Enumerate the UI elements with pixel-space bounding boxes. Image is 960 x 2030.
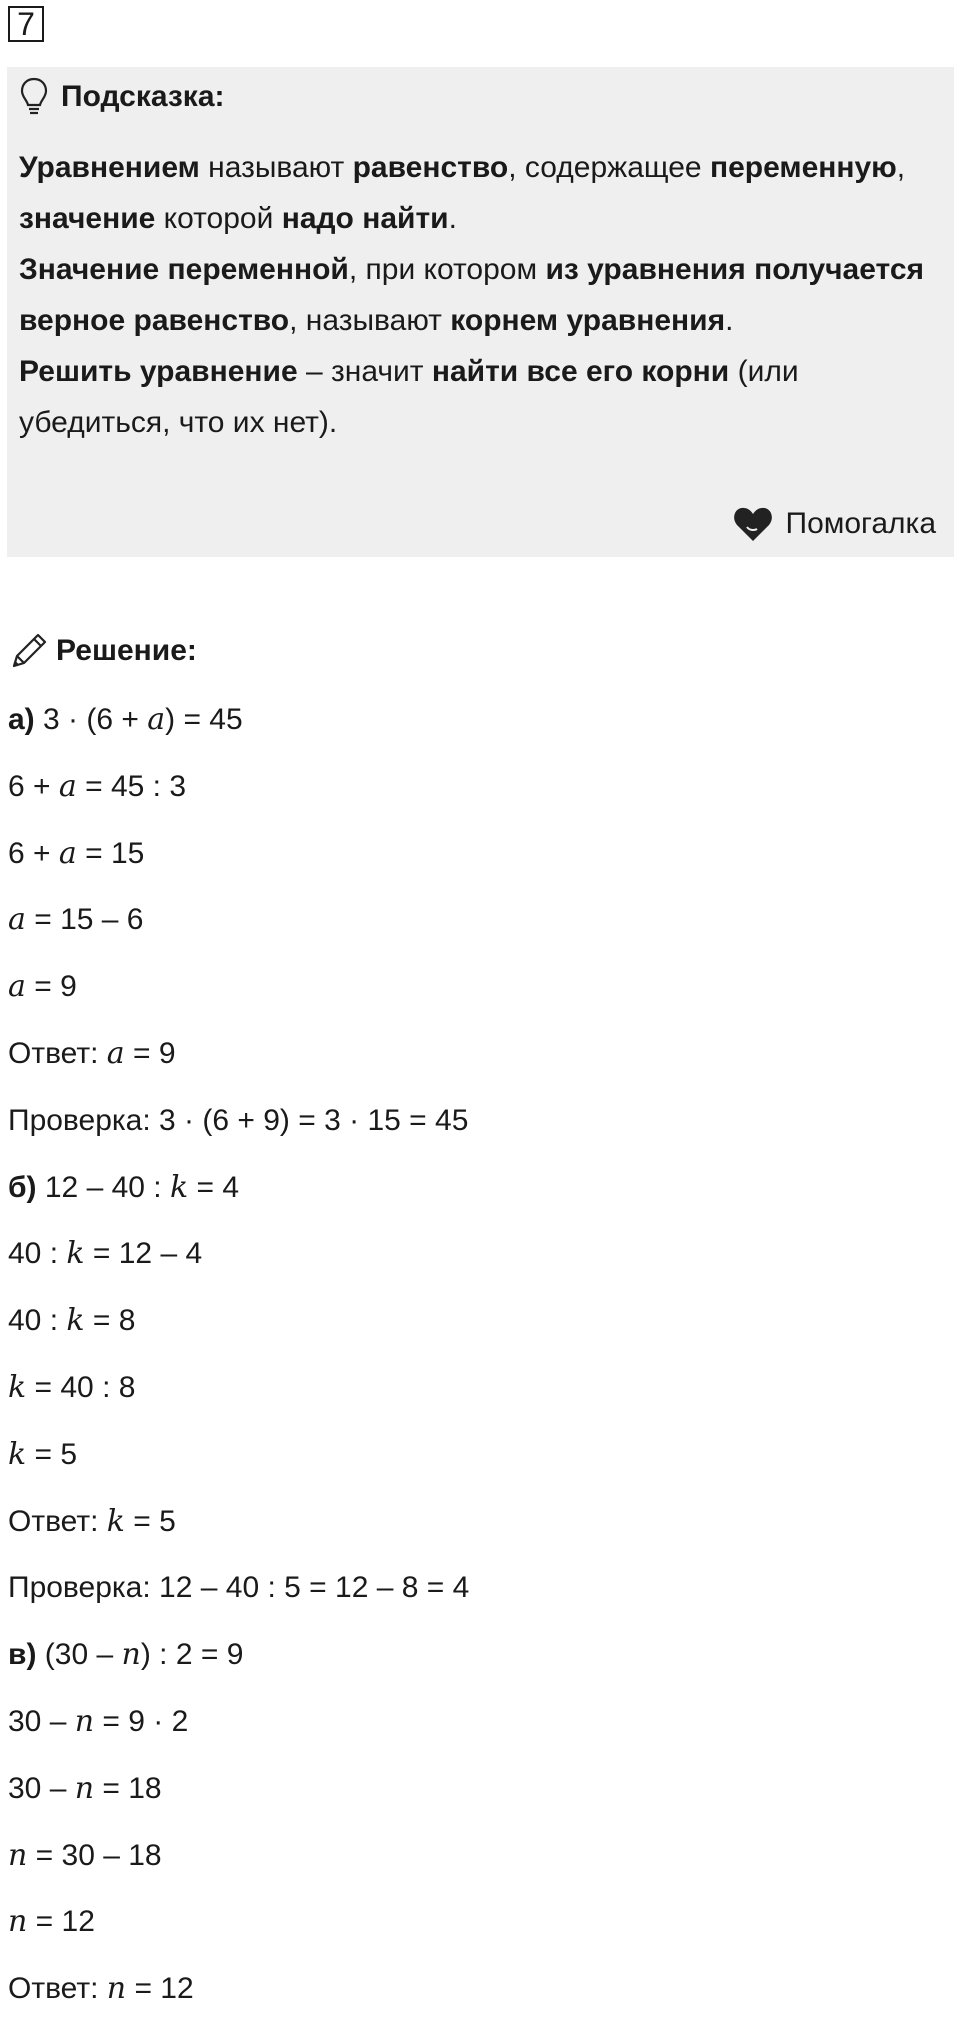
text-run: Проверка: 12 – 40 : 5 = 12 – 8 = 4 [8,1571,470,1605]
bold-text: корнем уравнения [450,304,726,337]
variable: a [58,768,77,804]
helper-credit [732,499,937,549]
bold-text: надо найти [281,202,449,235]
text-run: . [725,304,734,337]
variable: a [106,1035,125,1071]
text-run: , при котором [348,253,546,286]
solution-line [8,694,948,761]
solution-line [8,1696,948,1763]
heart-icon [732,505,774,543]
text-run: 40 : [8,1237,67,1271]
bold-text: Значение переменной [19,253,349,286]
solution-title: Решение: [56,634,197,667]
variable: a [8,969,26,1005]
text-run: = 30 – 18 [27,1838,162,1872]
bold-text: Решить уравнение [19,355,298,388]
bold-text: найти все его корни [431,355,730,388]
variable: n [8,1837,28,1873]
text-run: = 45 : 3 [76,769,187,803]
text-run: , [896,151,906,184]
bold-text: из уравнения получается верное равенство [19,253,925,337]
solution-line [8,894,948,961]
solution-header [8,627,197,675]
variable: n [8,1904,28,1940]
solution-line [8,1295,948,1362]
bold-text: значение [19,202,156,235]
text-run: = 9 · 2 [94,1704,189,1738]
bold-text: б) [8,1170,37,1204]
solution-line [8,1830,948,1897]
solution-line [8,1362,948,1429]
text-run: , содержащее [508,151,710,184]
variable: n [74,1770,95,1806]
text-run: (или убедиться, что их нет). [19,355,799,439]
hint-paragraph [19,142,939,244]
bold-text: а) [8,703,35,736]
solution-line [8,961,948,1028]
solution-line [8,1763,948,1830]
text-run: = 15 [76,836,145,870]
text-run: = 18 [94,1771,162,1805]
solution-line [8,1095,948,1162]
text-run: 6 + [8,769,59,803]
variable: n [106,1971,127,2007]
solution-line [8,1963,948,2030]
text-run: 12 – 40 : [36,1170,170,1204]
text-run: 30 – [8,1771,75,1805]
text-run: = 8 [84,1304,136,1338]
hint-box [7,67,954,557]
variable: k [8,1369,27,1405]
text-run: 30 – [8,1704,75,1738]
hint-paragraph [19,244,939,346]
variable: k [106,1503,125,1539]
solution-line [8,1028,948,1095]
solution-lines [8,694,948,2030]
text-run: (30 – [36,1638,122,1672]
text-run: 40 : [8,1304,67,1338]
text-run: = 5 [124,1504,176,1538]
solution-line [8,761,948,828]
text-run: = 12 – 4 [84,1237,203,1271]
task-number: 7 [8,6,44,42]
text-run: = 40 : 8 [26,1370,136,1404]
hint-paragraph [19,346,939,448]
text-run: – значит [297,355,432,388]
text-run: Ответ: [8,1972,107,2006]
text-run: называют [199,151,353,184]
text-run: = 12 [27,1905,95,1939]
text-run: которой [155,202,282,235]
bold-text: равенство [352,151,509,184]
variable: a [8,902,26,938]
variable: a [58,835,77,871]
solution-line [8,1896,948,1963]
text-run: = 9 [25,970,77,1004]
variable: k [169,1169,189,1205]
text-run: = 5 [26,1437,78,1471]
variable: k [66,1236,85,1272]
variable: k [66,1303,85,1339]
solution-line [8,1228,948,1295]
solution-line [8,1429,948,1496]
text-run: Ответ: [8,1504,107,1538]
text-run: ) = 45 [165,703,243,736]
solution-line [8,1562,948,1629]
text-run: , называют [289,304,451,337]
text-run: 6 + [8,836,59,870]
solution-line [8,1629,948,1696]
text-run: = 4 [188,1170,240,1204]
variable: n [121,1637,141,1673]
text-run: ) : 2 = 9 [140,1638,244,1672]
text-run: Ответ: [8,1036,107,1070]
solution-line [8,828,948,895]
solution-line [8,1162,948,1229]
helper-label: Помогалка [785,507,936,540]
bold-text: Уравнением [19,151,200,184]
hint-header [19,75,225,119]
bold-text: в) [8,1638,37,1672]
pencil-icon [8,630,50,672]
text-run: = 9 [124,1036,176,1070]
variable: k [8,1436,27,1472]
hint-title: Подсказка: [61,80,225,113]
text-run: Проверка: 3 · (6 + 9) = 3 · 15 = 45 [8,1103,469,1137]
text-run: = 15 – 6 [25,903,144,937]
text-run: = 12 [126,1972,194,2006]
variable: n [74,1703,95,1739]
bold-text: переменную [709,151,897,184]
variable: a [147,702,166,737]
solution-line [8,1496,948,1563]
hint-text [19,142,939,448]
text-run: 3 · (6 + [34,703,148,736]
lightbulb-icon [19,77,49,117]
text-run: . [448,202,457,235]
